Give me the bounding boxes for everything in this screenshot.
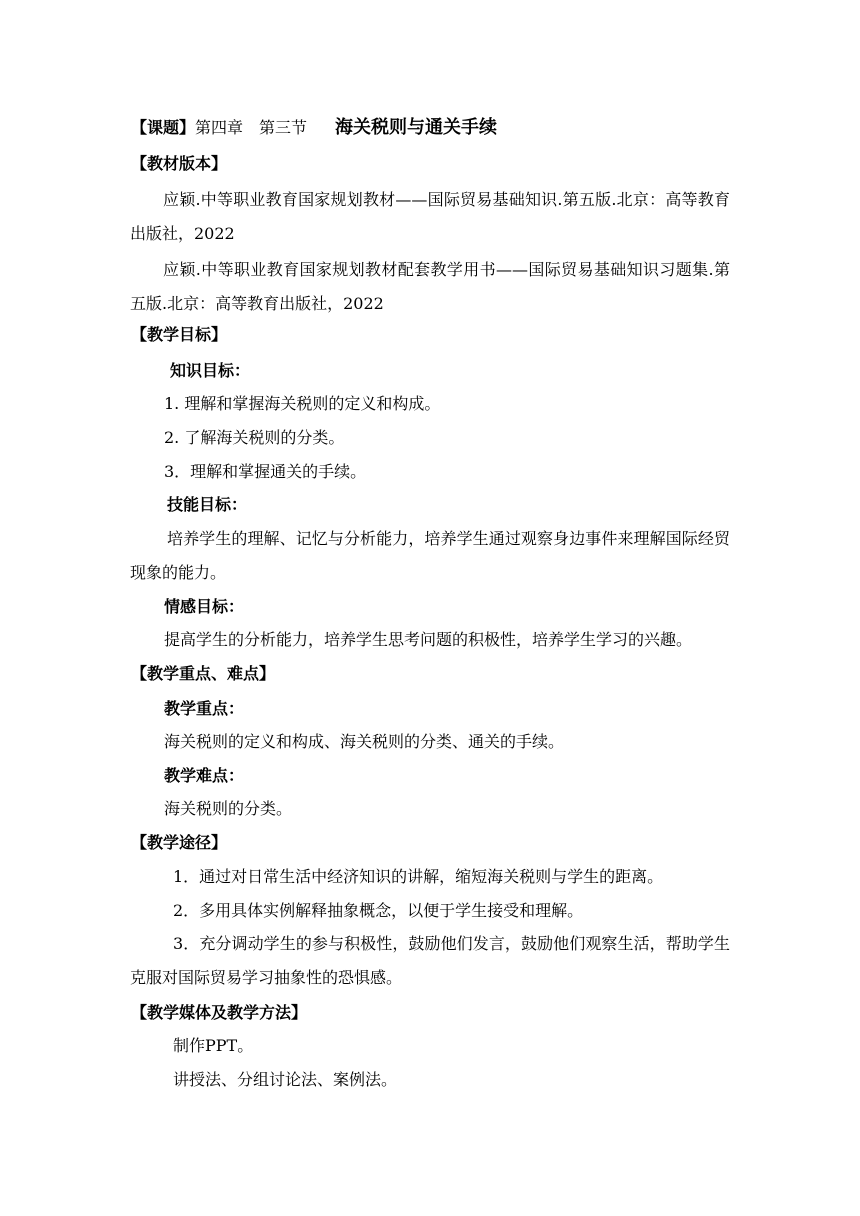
textbook-ref-1: 应颖.中等职业教育国家规划教材——国际贸易基础知识.第五版.北京：高等教育出版社，2022	[130, 190, 730, 243]
knowledge-item-2: 2. 了解海关税则的分类。	[164, 428, 345, 447]
approach-heading: 【教学途径】	[131, 833, 228, 852]
chapter-section: 第四章 第三节	[195, 118, 308, 137]
keypoints-heading: 【教学重点、难点】	[131, 664, 276, 683]
focus-text: 海关税则的定义和构成、海关税则的分类、通关的手续。	[164, 732, 565, 751]
media-item-1: 制作PPT。	[173, 1036, 254, 1055]
lesson-label: 【课题】	[131, 118, 196, 137]
approach-item-3: 3．充分调动学生的参与积极性，鼓励他们发言，鼓励他们观察生活，帮助学生克服对国际贸易学习抽象性的恐惧感。	[130, 934, 730, 987]
media-item-2: 讲授法、分组讨论法、案例法。	[173, 1070, 398, 1089]
knowledge-item-1: 1. 理解和掌握海关税则的定义和构成。	[164, 394, 441, 413]
media-heading: 【教学媒体及教学方法】	[131, 1003, 308, 1022]
lesson-title-line	[131, 118, 497, 138]
approach-item-1: 1．通过对日常生活中经济知识的讲解，缩短海关税则与学生的距离。	[173, 867, 664, 886]
textbook-heading: 【教材版本】	[131, 154, 228, 173]
lesson-title: 海关税则与通关手续	[335, 117, 498, 138]
focus-heading: 教学重点：	[164, 699, 245, 718]
emotion-text: 提高学生的分析能力，培养学生思考问题的积极性，培养学生学习的兴趣。	[164, 630, 693, 649]
emotion-heading: 情感目标：	[164, 597, 245, 616]
difficulty-text: 海关税则的分类。	[164, 799, 293, 818]
skill-text: 培养学生的理解、记忆与分析能力，培养学生通过观察身边事件来理解国际经贸现象的能力。	[130, 529, 730, 582]
skill-heading: 技能目标：	[167, 495, 248, 514]
approach-item-2: 2．多用具体实例解释抽象概念，以便于学生接受和理解。	[173, 901, 584, 920]
objectives-heading: 【教学目标】	[131, 325, 228, 344]
knowledge-heading: 知识目标：	[170, 361, 251, 380]
knowledge-item-3: 3．理解和掌握通关的手续。	[164, 462, 367, 481]
difficulty-heading: 教学难点：	[164, 766, 245, 785]
textbook-ref-2: 应颖.中等职业教育国家规划教材配套教学用书——国际贸易基础知识习题集.第五版.北京：高等教育出版社，2022	[130, 260, 730, 313]
